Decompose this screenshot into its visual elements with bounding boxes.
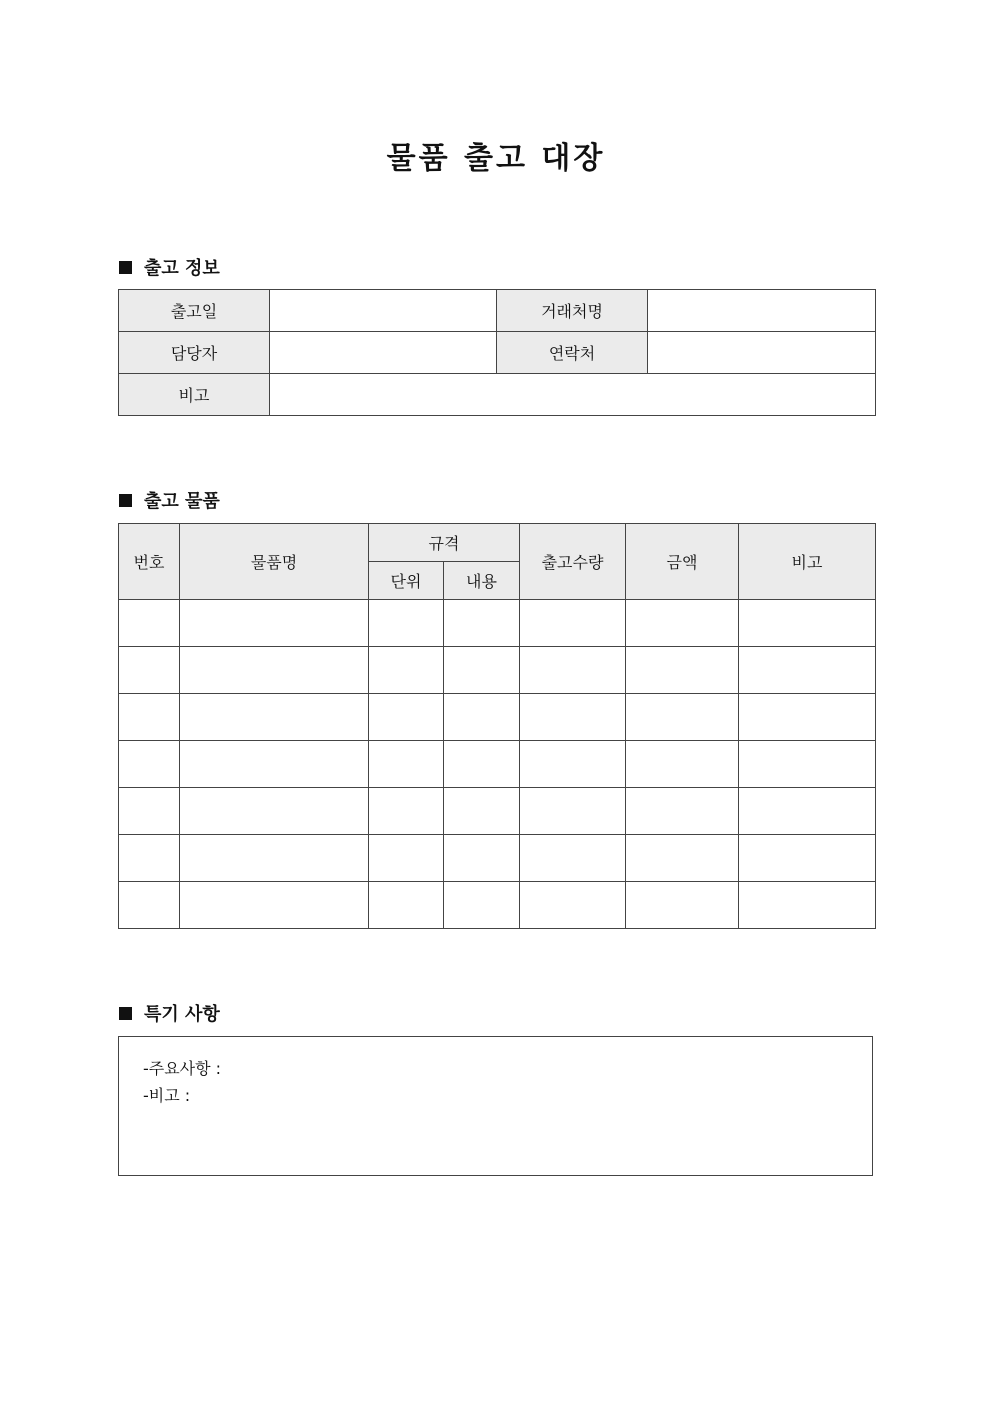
- amount-cell[interactable]: [626, 741, 739, 788]
- unit-cell[interactable]: [369, 788, 444, 835]
- special-notes-box[interactable]: [118, 1036, 873, 1176]
- header-remark: 비고: [739, 524, 876, 600]
- table-header-row: [119, 524, 876, 562]
- unit-cell[interactable]: [369, 835, 444, 882]
- item-name-cell[interactable]: [180, 647, 369, 694]
- table-row: [119, 788, 876, 835]
- header-amount: 금액: [626, 524, 739, 600]
- header-quantity: 출고수량: [520, 524, 626, 600]
- square-bullet-icon: [119, 494, 132, 507]
- item-name-cell[interactable]: [180, 600, 369, 647]
- number-cell[interactable]: [119, 882, 180, 929]
- amount-cell[interactable]: [626, 694, 739, 741]
- item-name-cell[interactable]: [180, 882, 369, 929]
- manager-label: 담당자: [119, 332, 270, 374]
- square-bullet-icon: [119, 261, 132, 274]
- shipment-info-table: [118, 289, 876, 416]
- number-cell[interactable]: [119, 741, 180, 788]
- header-unit: 단위: [369, 562, 444, 600]
- remark-cell[interactable]: [739, 882, 876, 929]
- quantity-cell[interactable]: [520, 882, 626, 929]
- remark-cell[interactable]: [739, 788, 876, 835]
- section-heading-info: [119, 254, 220, 280]
- client-name-label: 거래처명: [497, 290, 648, 332]
- content-cell[interactable]: [444, 788, 520, 835]
- unit-cell[interactable]: [369, 741, 444, 788]
- number-cell[interactable]: [119, 647, 180, 694]
- table-row: [119, 694, 876, 741]
- amount-cell[interactable]: [626, 647, 739, 694]
- number-cell[interactable]: [119, 835, 180, 882]
- content-cell[interactable]: [444, 835, 520, 882]
- number-cell[interactable]: [119, 694, 180, 741]
- quantity-cell[interactable]: [520, 741, 626, 788]
- content-cell[interactable]: [444, 882, 520, 929]
- content-cell[interactable]: [444, 647, 520, 694]
- contact-field[interactable]: [648, 332, 876, 374]
- unit-cell[interactable]: [369, 647, 444, 694]
- square-bullet-icon: [119, 1007, 132, 1020]
- manager-field[interactable]: [270, 332, 497, 374]
- contact-label: 연락처: [497, 332, 648, 374]
- unit-cell[interactable]: [369, 694, 444, 741]
- item-name-cell[interactable]: [180, 788, 369, 835]
- document-title: 물품 출고 대장: [386, 141, 606, 176]
- table-row: [119, 835, 876, 882]
- number-cell[interactable]: [119, 788, 180, 835]
- quantity-cell[interactable]: [520, 647, 626, 694]
- quantity-cell[interactable]: [520, 788, 626, 835]
- shipment-date-label: 출고일: [119, 290, 270, 332]
- client-name-field[interactable]: [648, 290, 876, 332]
- table-row: [119, 290, 876, 332]
- table-row: [119, 741, 876, 788]
- number-cell[interactable]: [119, 600, 180, 647]
- unit-cell[interactable]: [369, 882, 444, 929]
- section-heading-label: 출고 정보: [144, 258, 220, 279]
- shipment-date-field[interactable]: [270, 290, 497, 332]
- section-heading-items: [119, 487, 220, 513]
- shipment-items-table: [118, 523, 876, 929]
- table-row: [119, 332, 876, 374]
- content-cell[interactable]: [444, 694, 520, 741]
- section-heading-notes: [119, 1000, 220, 1026]
- remark-field[interactable]: [270, 374, 876, 416]
- remark-label: 비고: [119, 374, 270, 416]
- header-content: 내용: [444, 562, 520, 600]
- remark-cell[interactable]: [739, 647, 876, 694]
- items-table-body: [119, 600, 876, 929]
- content-cell[interactable]: [444, 741, 520, 788]
- amount-cell[interactable]: [626, 835, 739, 882]
- remark-cell[interactable]: [739, 600, 876, 647]
- notes-main-line: -주요사항 :: [143, 1059, 222, 1078]
- table-row: [119, 882, 876, 929]
- unit-cell[interactable]: [369, 600, 444, 647]
- item-name-cell[interactable]: [180, 741, 369, 788]
- amount-cell[interactable]: [626, 882, 739, 929]
- quantity-cell[interactable]: [520, 835, 626, 882]
- remark-cell[interactable]: [739, 835, 876, 882]
- quantity-cell[interactable]: [520, 600, 626, 647]
- amount-cell[interactable]: [626, 600, 739, 647]
- header-number: 번호: [119, 524, 180, 600]
- header-item-name: 물품명: [180, 524, 369, 600]
- table-row: [119, 374, 876, 416]
- item-name-cell[interactable]: [180, 835, 369, 882]
- section-heading-label: 출고 물품: [144, 491, 220, 512]
- item-name-cell[interactable]: [180, 694, 369, 741]
- notes-remark-line: -비고 :: [143, 1086, 191, 1105]
- header-spec: 규격: [369, 524, 520, 562]
- remark-cell[interactable]: [739, 694, 876, 741]
- section-heading-label: 특기 사항: [144, 1004, 220, 1025]
- remark-cell[interactable]: [739, 741, 876, 788]
- quantity-cell[interactable]: [520, 694, 626, 741]
- table-row: [119, 647, 876, 694]
- content-cell[interactable]: [444, 600, 520, 647]
- table-row: [119, 600, 876, 647]
- amount-cell[interactable]: [626, 788, 739, 835]
